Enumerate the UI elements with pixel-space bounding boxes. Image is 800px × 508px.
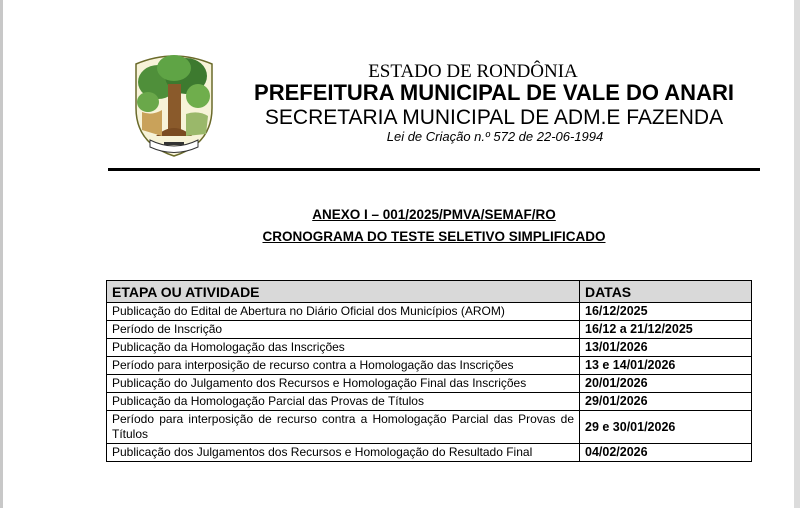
state-name: ESTADO DE RONDÔNIA xyxy=(368,61,578,82)
activity-cell: Publicação da Homologação das Inscrições xyxy=(107,339,580,357)
table-row xyxy=(107,375,752,393)
activity-cell: Publicação dos Julgamentos dos Recursos e Homologação do Resultado Final xyxy=(107,444,580,462)
table-row xyxy=(107,303,752,321)
date-cell: 04/02/2026 xyxy=(580,444,752,462)
activity-cell: Período de Inscrição xyxy=(107,321,580,339)
date-cell: 16/12/2025 xyxy=(580,303,752,321)
creation-law: Lei de Criação n.º 572 de 22-06-1994 xyxy=(386,129,604,144)
date-cell: 29/01/2026 xyxy=(580,393,752,411)
table-header-row xyxy=(107,281,752,303)
header-divider xyxy=(108,168,760,171)
date-cell: 16/12 a 21/12/2025 xyxy=(580,321,752,339)
date-cell: 20/01/2026 xyxy=(580,375,752,393)
table-row xyxy=(107,411,752,444)
table-row xyxy=(107,357,752,375)
page-left-edge xyxy=(0,0,3,508)
annex-title: ANEXO I – 001/2025/PMVA/SEMAF/RO xyxy=(312,207,556,222)
date-cell: 29 e 30/01/2026 xyxy=(580,411,752,444)
date-cell: 13/01/2026 xyxy=(580,339,752,357)
table-row xyxy=(107,339,752,357)
activity-cell: Publicação da Homologação Parcial das Provas de Títulos xyxy=(107,393,580,411)
table-row xyxy=(107,444,752,462)
viewer-scrollbar-track[interactable] xyxy=(794,0,800,508)
department-title: SECRETARIA MUNICIPAL DE ADM.E FAZENDA xyxy=(264,106,724,129)
activity-cell: Publicação do Edital de Abertura no Diário Oficial dos Municípios (AROM) xyxy=(107,303,580,321)
municipality-title: PREFEITURA MUNICIPAL DE VALE DO ANARI xyxy=(254,80,734,105)
activity-cell: Publicação do Julgamento dos Recursos e Homologação Final das Inscrições xyxy=(107,375,580,393)
table-row xyxy=(107,321,752,339)
date-cell: 13 e 14/01/2026 xyxy=(580,357,752,375)
activity-cell: Período para interposição de recurso contra a Homologação das Inscrições xyxy=(107,357,580,375)
column-header-activity: ETAPA OU ATIVIDADE xyxy=(107,281,580,303)
annex-subtitle: CRONOGRAMA DO TESTE SELETIVO SIMPLIFICADO xyxy=(262,229,606,244)
municipal-crest-icon xyxy=(128,50,220,162)
table-row xyxy=(107,393,752,411)
schedule-table xyxy=(106,280,752,462)
activity-cell: Período para interposição de recurso contra a Homologação Parcial das Provas de Títulos xyxy=(107,411,580,444)
column-header-dates: DATAS xyxy=(580,281,752,303)
